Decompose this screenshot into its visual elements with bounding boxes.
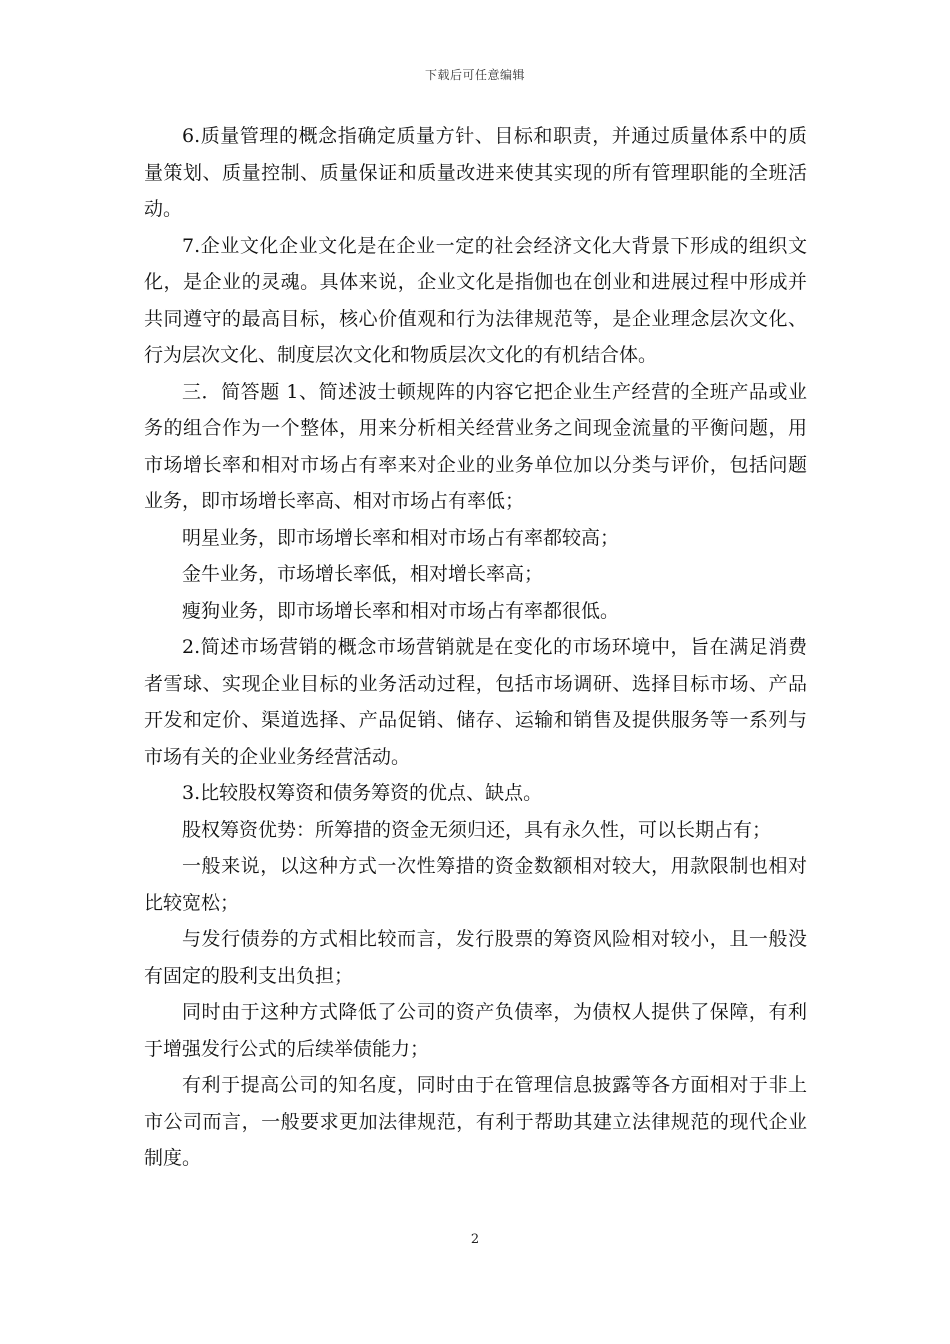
paragraph-quality-management: 6.质量管理的概念指确定质量方针、目标和职责，并通过质量体系中的质量策划、质量控制、质量保证和质量改进来使其实现的所有管理职能的全班活动。 <box>144 125 807 220</box>
paragraph-bcg-matrix: 三．简答题 1、简述波士顿规阵的内容它把企业生产经营的全班产品或业务的组合作为一个整体，用来分析相关经营业务之间现金流量的平衡问题，用市场增长率和相对市场占有率来对企业的业务单位加以分类与评价，包括问题业务，即市场增长率高、相对市场占有率低； <box>144 380 807 512</box>
page-number: 2 <box>470 1232 480 1247</box>
paragraph-equity-advantage-4: 同时由于这种方式降低了公司的资产负债率，为债权人提供了保障，有利于增强发行公式的后续举债能力； <box>144 1001 807 1060</box>
paragraph-equity-advantage-5: 有利于提高公司的知名度，同时由于在管理信息披露等各方面相对于非上市公司而言，一般要求更加法律规范，有利于帮助其建立法律规范的现代企业制度。 <box>144 1074 807 1169</box>
paragraph-equity-advantage-2: 一般来说，以这种方式一次性筹措的资金数额相对较大，用款限制也相对比较宽松； <box>144 855 807 914</box>
document-body <box>144 118 807 1177</box>
paragraph-dog-business: 瘦狗业务，即市场增长率和相对市场占有率都很低。 <box>182 599 620 622</box>
page-header: 下载后可任意编辑 <box>424 68 525 82</box>
paragraph-marketing-concept: 2.简述市场营销的概念市场营销就是在变化的市场环境中，旨在满足消费者雪球、实现企业目标的业务活动过程，包括市场调研、选择目标市场、产品开发和定价、渠道选择、产品促销、储存、运输和销售及提供服务等一系列与市场有关的企业业务经营活动。 <box>144 636 807 768</box>
paragraph-star-business: 明星业务，即市场增长率和相对市场占有率都较高； <box>182 526 620 549</box>
paragraph-cash-cow-business: 金牛业务，市场增长率低，相对增长率高； <box>182 563 544 585</box>
paragraph-equity-advantage-3: 与发行债券的方式相比较而言，发行股票的筹资风险相对较小，且一般没有固定的股利支出负担； <box>144 928 807 987</box>
paragraph-corporate-culture: 7.企业文化企业文化是在企业一定的社会经济文化大背景下形成的组织文化，是企业的灵魂。具体来说，企业文化是指伽也在创业和进展过程中形成并共同遵守的最高目标，核心价值观和行为法律规范等，是企业理念层次文化、行为层次文化、制度层次文化和物质层次文化的有机结合体。 <box>144 234 807 366</box>
paragraph-financing-comparison: 3.比较股权筹资和债务筹资的优点、缺点。 <box>182 782 543 804</box>
paragraph-equity-advantage-1: 股权筹资优势：所筹措的资金无须归还，具有永久性，可以长期占有； <box>182 818 772 841</box>
